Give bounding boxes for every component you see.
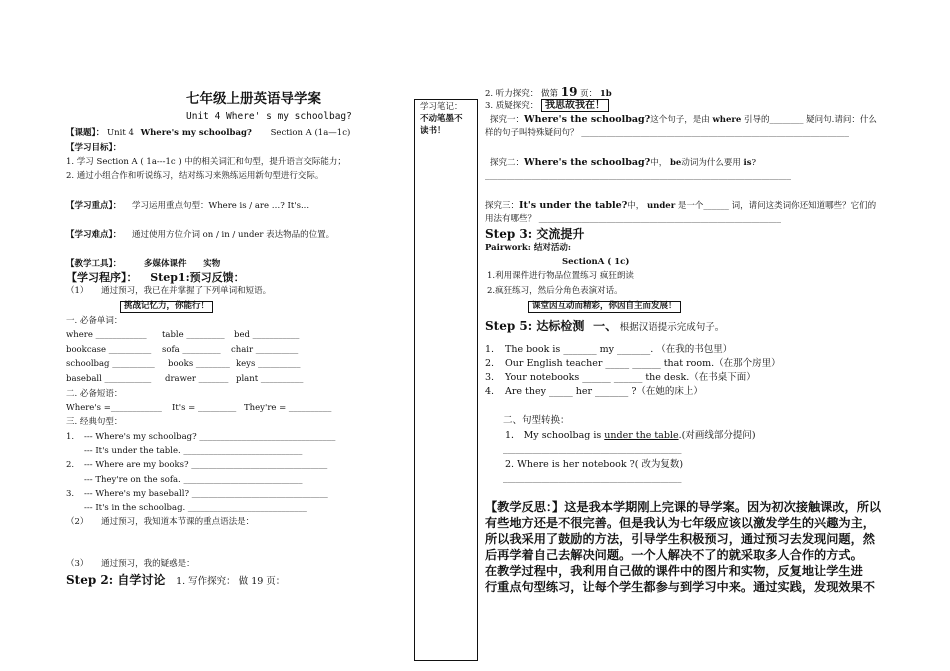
word-cell: keys __________ (236, 359, 301, 369)
task-num: 2. (485, 358, 495, 369)
rewrite-1-num: 1． (505, 430, 521, 441)
sentences-label: 三. 经典句型： (66, 417, 123, 427)
step2-heading: Step 2: 自学讨论 (66, 573, 166, 587)
rewrite-1-pre: My schoolbag is (523, 430, 602, 441)
pairwork-item-2: 2.疯狂练习，然后分角色表演对话。 (487, 286, 623, 296)
reflection-line: 在教学过程中，我利用自己做的课件中的图片和实物，反复地让学生进 (485, 564, 863, 578)
explore-3-text-b: 是一个______ 词，请问这类词你还知道哪些？它们的 (677, 201, 877, 211)
step2-writing: 1. 写作探究： 做 19 页： (176, 576, 286, 587)
focus-line (66, 202, 309, 212)
rewrite-2-num: 2. (505, 459, 515, 470)
explore-3-label: 探究三： (485, 201, 520, 211)
task-item: The book is _______ my _______. （在我的书包里） (505, 344, 733, 355)
explore-2-line2: ________________________________________________________________________ (485, 171, 791, 181)
phrase-cell: It's = _________ (172, 403, 237, 413)
unit-subtitle: Unit 4 Where' s my schoolbag? (186, 111, 352, 122)
explore-1-text-b: 引导的________ 疑问句.请问：什么 (743, 115, 877, 125)
pairwork-item-1: 1.利用课件进行物品位置练习 疯狂朗读 (487, 271, 634, 281)
rewrite-1-answer-line: __________________________________________ (503, 445, 682, 455)
rewrite-1-underlined: under the table (604, 430, 679, 441)
goal-1: 1. 学习 Section A ( 1a---1c ) 中的相关词汇和句型，提升语言交际能力； (66, 157, 346, 167)
explore-3-text: 中， (627, 201, 645, 211)
topic-title: Where's my schoolbag? (140, 128, 252, 138)
rewrite-1 (505, 431, 756, 442)
goals-label: 【学习目标】： (66, 143, 122, 153)
notes-line-3: 读书！ (420, 126, 446, 136)
word-cell: schoolbag __________ (66, 359, 155, 369)
notes-line-2: 不动笔墨不 (420, 114, 463, 124)
word-cell: books ________ (168, 359, 230, 369)
tools-label: 【教学工具】： (66, 259, 122, 269)
explore-1 (490, 115, 877, 126)
sectiona-label: SectionA ( 1c) (562, 257, 630, 267)
explore-3 (485, 201, 876, 212)
word-cell: table _________ (162, 330, 225, 340)
rewrite-2-answer-line: __________________________________________ (503, 474, 682, 484)
difficulty-label: 【学习难点】： (66, 230, 122, 240)
reflection-line: 【教学反思：】这是我本学期刚上完课的导学案。因为初次接触课改，所以 (485, 500, 882, 514)
sentence-question: --- Where are my books? ________________________________ (84, 460, 328, 470)
step5-sub: 一、 (593, 319, 618, 333)
task-item: Your notebooks ______ ______ the desk.（在书桌下面） (505, 372, 756, 383)
sentence-num: 3. (66, 489, 75, 499)
focus-label: 【学习重点】： (66, 201, 122, 211)
rewrite-2-text: Where is her notebook ?( 改为复数) (517, 459, 684, 470)
notes-label: 学习笔记： (420, 102, 463, 112)
difficulty-text: 通过使用方位介词 on / in / under 表达物品的位置。 (131, 230, 335, 240)
word-cell: baseball ___________ (66, 374, 152, 384)
listening-tail: 1b (599, 89, 612, 99)
step2-line (66, 574, 285, 588)
topic-line (66, 129, 350, 139)
preview-2 (66, 518, 254, 528)
preview-3-text: 通过预习，我的疑惑是： (101, 559, 195, 569)
reflection-line: 有些地方还是不很完善。但是我认为七年级应该以激发学生的兴趣为主， (485, 516, 875, 530)
reflection-line: 后再学着自己去解决问题。一个人解决不了的就采取多人合作的方式。 (485, 548, 863, 562)
challenge-box: 挑战记忆力，你能行！ (120, 301, 213, 313)
preview-3-num: （3） (66, 559, 89, 569)
doubt-box: 我思故我在！ (541, 99, 609, 112)
task-item: Our English teacher _____ ______ that room.（在那个房里） (505, 358, 781, 369)
difficulty-line (66, 231, 334, 241)
goal-2: 2. 通过小组合作和听说练习，结对练习来熟练运用新句型进行交际。 (66, 171, 324, 181)
explore-1-text: 这个句子，是由 (650, 115, 710, 125)
task-num: 4. (485, 386, 495, 397)
step5-instruction: 根据汉语提示完成句子。 (619, 322, 725, 333)
preview-2-num: （2） (66, 517, 89, 527)
preview-1-num: （1） (66, 286, 89, 296)
word-cell: sofa _________ (162, 345, 221, 355)
notes-box (414, 99, 478, 661)
reflection-line: 所以我采用了鼓励的方法，引导学生积极预习，通过预习去发现问题，然 (485, 532, 875, 546)
tools-1: 多媒体课件 (143, 259, 187, 269)
sentence-num: 1. (66, 432, 75, 442)
reflection-line: 行重点句型练习，让每个学生都参与到学习中来。通过实践，发现效果不 (485, 580, 875, 594)
explore-3-under: under (647, 201, 676, 211)
topic-section: Section A (1a—1c) (270, 128, 351, 138)
task-item: Are they _____ her _______ ?（在她的床上） (505, 386, 703, 397)
tools-line (66, 260, 220, 270)
word-cell: chair __________ (231, 345, 299, 355)
classroom-slogan: 课堂因互动而精彩，你因自主而发展！ (528, 301, 681, 313)
sentence-num: 2. (66, 460, 75, 470)
step1-heading: Step1:预习反馈： (150, 271, 245, 284)
words-label: 一. 必备单词： (66, 316, 123, 326)
sentence-answer: --- It's under the table. ____________________________ (84, 446, 303, 456)
word-cell: where ____________ (66, 330, 147, 340)
explore-2-label: 探究二： (490, 158, 525, 168)
preview-3 (66, 560, 195, 570)
explore-2-is: is (743, 158, 752, 168)
listening-post: 页： (580, 89, 598, 99)
word-cell: bed ___________ (234, 330, 300, 340)
sentence-question: --- Where's my schoolbag? ________________________________ (84, 432, 336, 442)
step5-heading: Step 5: 达标检测 (485, 319, 585, 333)
explore-2 (490, 158, 756, 169)
task-num: 3. (485, 372, 495, 383)
doubt-label: 3. 质疑探究： (485, 101, 539, 111)
explore-1-question: Where's the schoolbag? (524, 114, 651, 125)
explore-1-where: where (712, 115, 742, 125)
rewrite-1-post: .(对画线部分提问) (678, 430, 756, 441)
explore-2-text-c: ? (751, 158, 757, 168)
procedure-label: 【学习程序】： (66, 271, 138, 284)
rewrite-2 (505, 460, 683, 471)
doubt-line (485, 100, 609, 112)
focus-text: 学习运用重点句型：Where is / are …? It's... (131, 201, 310, 211)
sentence-answer: --- They're on the sofa. ____________________________ (84, 475, 303, 485)
explore-2-question: Where's the schoolbag? (524, 157, 651, 168)
word-cell: plant __________ (236, 374, 304, 384)
procedure-line (66, 272, 245, 285)
listening-line (485, 86, 612, 100)
listening-text: 2. 听力探究： 做第 (485, 89, 559, 99)
explore-1-label: 探究一： (490, 115, 525, 125)
sentence-question: --- Where's my baseball? ________________________________ (84, 489, 328, 499)
topic-unit: Unit 4 (106, 128, 134, 138)
phrases-label: 二. 必备短语： (66, 389, 123, 399)
sentence-answer: --- It's in the schoolbag. ____________________________ (84, 503, 307, 513)
phrase-cell: Where's =____________ (66, 403, 162, 413)
phrase-cell: They're = __________ (244, 403, 332, 413)
explore-3-question: It's under the table? (519, 200, 628, 211)
preview-1 (66, 287, 271, 297)
explore-1-line2: 样的句子叫特殊疑问句？ _______________________________________________________________ (485, 128, 849, 138)
preview-1-text: 通过预习，我已在并掌握了下列单词和短语。 (101, 286, 272, 296)
topic-label: 【课题】： (66, 128, 105, 138)
explore-2-be: be (669, 158, 682, 168)
listening-page: 19 (560, 85, 578, 99)
step3-heading: Step 3: 交流提升 (485, 227, 585, 241)
pairwork-label: Pairwork: 结对活动: (485, 243, 571, 253)
explore-2-text-b: 动词为什么要用 (681, 158, 741, 168)
explore-2-text: 中， (650, 158, 668, 168)
preview-2-text: 通过预习，我知道本节课的重点语法是： (101, 517, 255, 527)
tools-2: 实物 (203, 259, 221, 269)
page-title: 七年级上册英语导学案 (186, 91, 321, 107)
explore-3-line2: 用法有哪些？ _________________________________________________________ (485, 214, 781, 224)
rewrite-label: 二、句型转换： (503, 415, 570, 426)
task-num: 1. (485, 344, 495, 355)
word-cell: bookcase __________ (66, 345, 152, 355)
step5-line (485, 320, 724, 334)
word-cell: drawer _______ (165, 374, 229, 384)
